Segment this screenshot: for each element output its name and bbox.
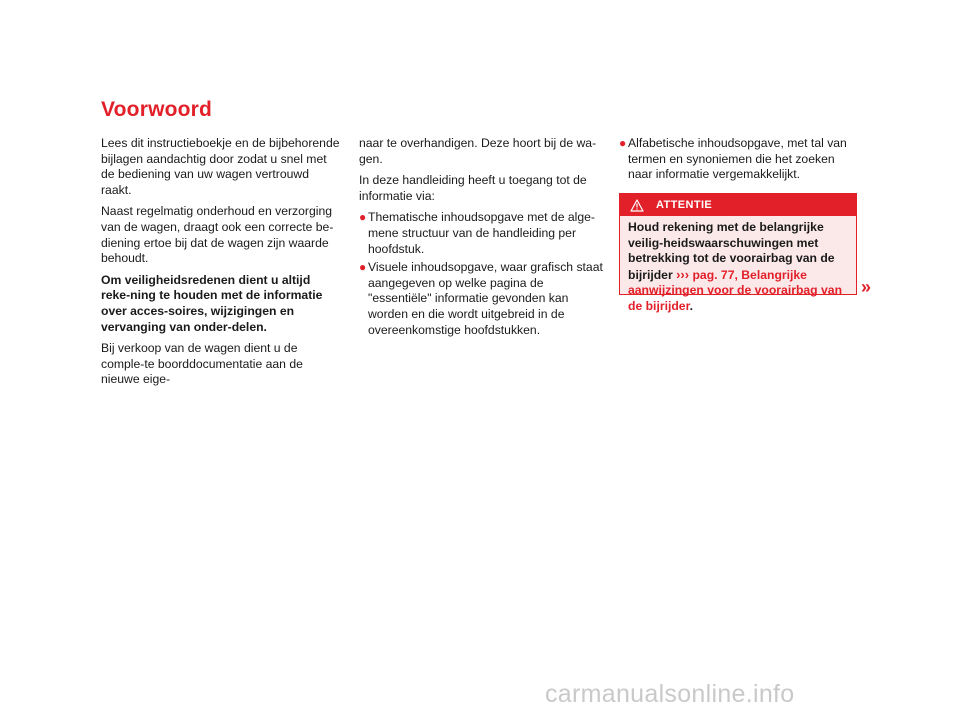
column-3 (619, 136, 861, 186)
column-1 (101, 136, 341, 394)
maintenance-paragraph: Naast regelmatig onderhoud en verzorging van de wagen, draagt ook een correcte be-diening ertoe bij dat de wagen zijn waarde behoudt. (101, 204, 334, 266)
list-item-text: Visuele inhoudsopgave, waar grafisch staat aangegeven op welke pagina de "essentiële" informatie gevonden kan worden en die wordt uitgebreid in de overeenkomstige hoofdstukken. (368, 260, 603, 337)
warning-text: Houd rekening met de belangrijke veilig-heidswaarschuwingen met betrekking tot de voorairbag van de bijrijder (628, 220, 835, 282)
list-item (619, 136, 861, 183)
watermark: carmanualsonline.info (545, 680, 795, 708)
reference-arrow-icon: ››› (676, 266, 690, 282)
list-item (359, 210, 604, 257)
list-item-text: Thematische inhoudsopgave met de alge-mene structuur van de handleiding per hoofdstuk. (368, 210, 595, 256)
continue-mark: » (861, 277, 872, 297)
safety-paragraph: Om veiligheidsredenen dient u altijd reke-ning te houden met de informatie over acces-soires, wijzigingen en vervanging van onder-delen. (101, 272, 323, 334)
column-2 (359, 136, 604, 341)
page-reference-link[interactable]: pag. 77, Belangrijke aanwijzingen voor de voorairbag van de bijrijder (628, 267, 843, 313)
bullet-icon: ● (619, 136, 627, 150)
intro-paragraph: Lees dit instructieboekje en de bijbehorende bijlagen aandachtig door zodat u snel met de bediening van uw wagen vertrouwd raakt. (101, 136, 340, 197)
page-title: Voorwoord (101, 98, 213, 121)
warning-box (619, 193, 857, 313)
list-item-text: Alfabetische inhoudsopgave, met tal van termen en synoniemen die het zoeken naar informatie vergemakkelijkt. (628, 136, 847, 182)
warning-body (620, 216, 856, 315)
bullet-icon: ● (359, 210, 367, 225)
warning-label: ATTENTIE (656, 199, 713, 211)
sale-paragraph: Bij verkoop van de wagen dient u de comple-te boorddocumentatie aan de nieuwe eige- (101, 341, 303, 387)
sale-paragraph-continued: naar te overhandigen. Deze hoort bij de wa-gen. (359, 136, 597, 166)
warning-end: . (689, 298, 694, 313)
warning-triangle-icon (630, 199, 644, 212)
access-paragraph: In deze handleiding heeft u toegang tot de informatie via: (359, 173, 587, 203)
bullet-icon: ● (359, 260, 367, 275)
warning-header (620, 194, 856, 216)
list-item (359, 260, 604, 338)
